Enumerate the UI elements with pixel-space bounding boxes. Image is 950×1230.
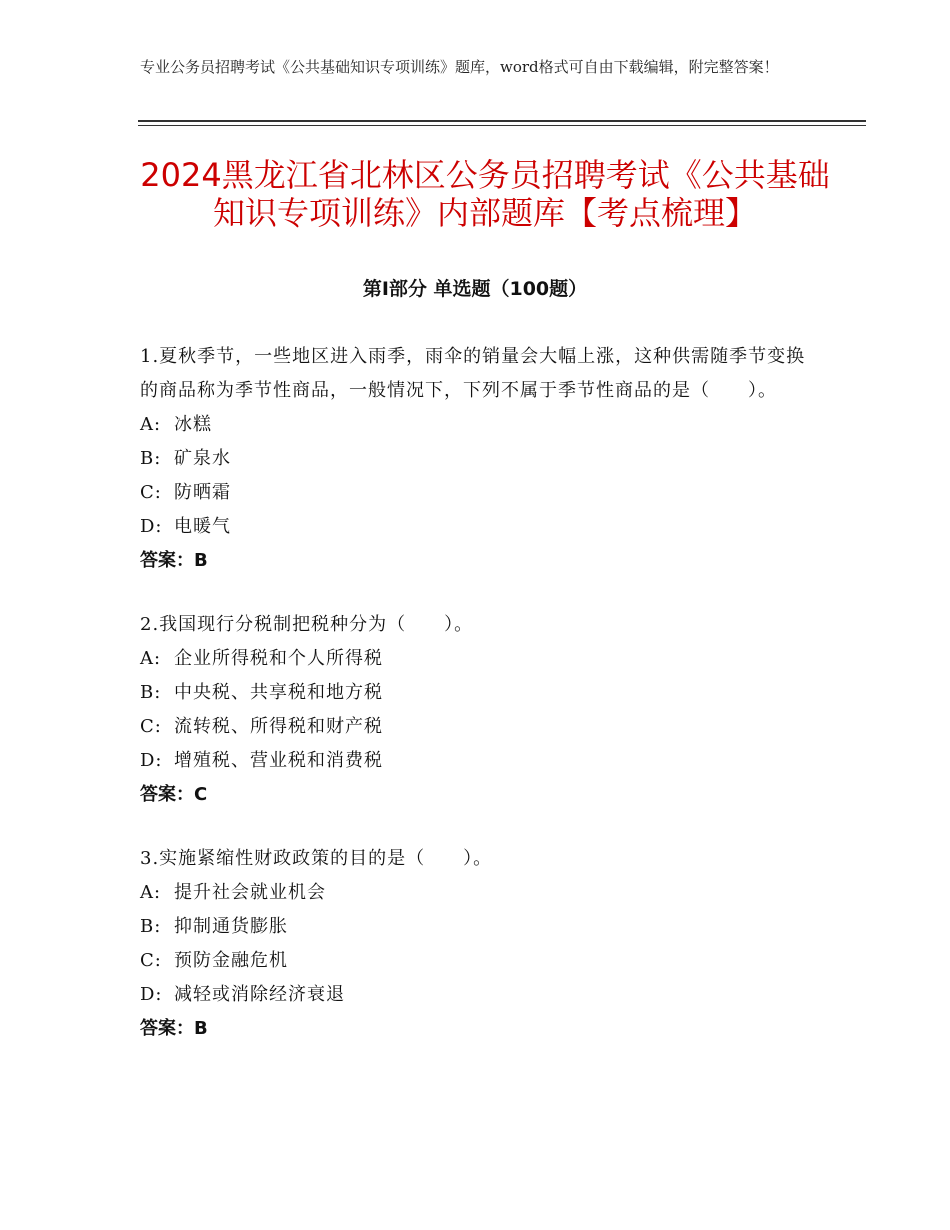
- option-d: D: 增殖税、营业税和消费税: [140, 750, 383, 771]
- document-title: 2024黑龙江省北林区公务员招聘考试《公共基础知识专项训练》内部题库【考点梳理】: [140, 156, 830, 232]
- header-note: 专业公务员招聘考试《公共基础知识专项训练》题库，word格式可自由下载编辑，附完整答案！: [140, 58, 779, 76]
- question-list: [140, 340, 810, 1076]
- header-rule: [138, 120, 866, 122]
- answer: 答案：B: [140, 550, 208, 571]
- question-stem: 2.我国现行分税制把税种分为（ ）。: [140, 614, 474, 635]
- option-c: C: 预防金融危机: [140, 950, 288, 971]
- option-d: D: 减轻或消除经济衰退: [140, 984, 345, 1005]
- question-stem: 3.实施紧缩性财政政策的目的是（ ）。: [140, 848, 493, 869]
- answer: 答案：C: [140, 784, 208, 805]
- option-b: B: 矿泉水: [140, 448, 231, 469]
- header-rule-thin: [138, 125, 866, 126]
- option-a: A: 提升社会就业机会: [140, 882, 326, 903]
- question-3: [140, 842, 810, 1046]
- option-b: B: 抑制通货膨胀: [140, 916, 288, 937]
- question-2: [140, 608, 810, 812]
- option-c: C: 防晒霜: [140, 482, 231, 503]
- option-b: B: 中央税、共享税和地方税: [140, 682, 383, 703]
- answer: 答案：B: [140, 1018, 208, 1039]
- option-d: D: 电暖气: [140, 516, 231, 537]
- option-a: A: 冰糕: [140, 414, 212, 435]
- option-c: C: 流转税、所得税和财产税: [140, 716, 383, 737]
- question-stem: 1.夏秋季节，一些地区进入雨季，雨伞的销量会大幅上涨，这种供需随季节变换的商品称为季节性商品，一般情况下，下列不属于季节性商品的是（ ）。: [140, 346, 806, 401]
- section-heading: 第Ⅰ部分 单选题（100题）: [362, 278, 588, 300]
- question-1: [140, 340, 810, 578]
- option-a: A: 企业所得税和个人所得税: [140, 648, 383, 669]
